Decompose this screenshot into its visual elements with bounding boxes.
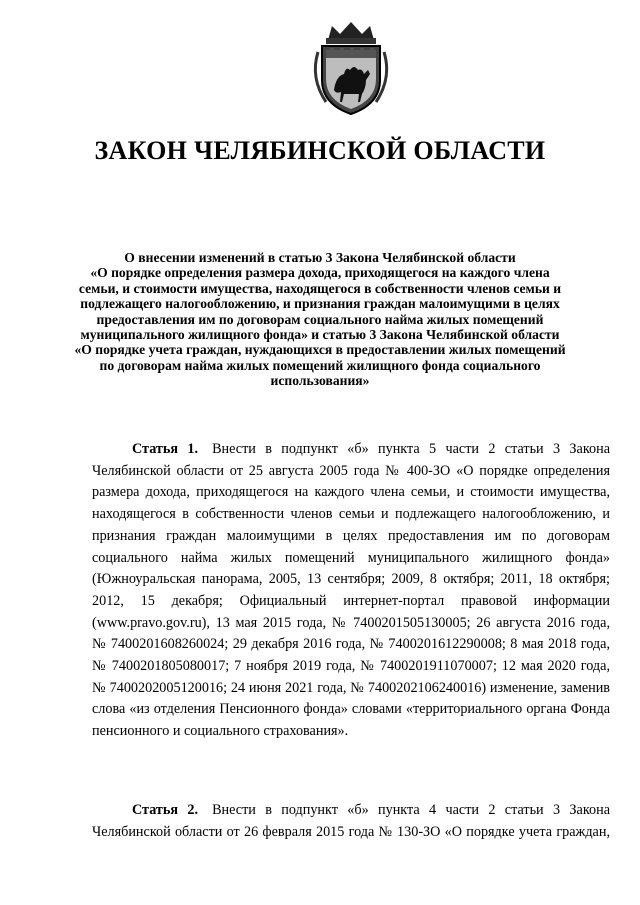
paragraph-line: слова «из отделения Пенсионного фонда» словами «территориального органа Фонда — [92, 701, 610, 718]
subtitle-line: подлежащего налогообложению, и признания граждан малоимущими в целях — [80, 296, 560, 312]
subtitle-line: муниципального жилищного фонда» и статью 3 Закона Челябинской области — [80, 327, 560, 343]
subtitle-line: «О порядке определения размера дохода, приходящегося на каждого члена — [90, 265, 550, 281]
paragraph-line: признания граждан малоимущими в целях предоставления им по договорам — [92, 527, 610, 544]
article-1-paragraph — [92, 439, 610, 743]
subtitle-line: О внесении изменений в статью 3 Закона Челябинской области — [124, 250, 516, 265]
paragraph-line: (www.pravo.gov.ru), 13 мая 2015 года, № 7400201505130005; 26 августа 2016 года, — [92, 614, 610, 631]
article-2-label: Статья 2. — [132, 802, 199, 818]
chelyabinsk-coat-of-arms-icon — [296, 18, 406, 118]
paragraph-line: социального найма жилых помещений муниципального жилищного фонда» — [92, 549, 610, 566]
article-2-paragraph — [92, 800, 610, 843]
paragraph-line: размера дохода, приходящегося на каждого члена семьи, и стоимости имущества, — [92, 484, 610, 501]
paragraph-line: 2012, 15 декабря; Официальный интернет-портал правовой информации — [92, 592, 610, 609]
subtitle-line: по договорам найма жилых помещений жилищного фонда социального — [99, 357, 541, 373]
subtitle-line: «О порядке учета граждан, нуждающихся в предоставлении жилых помещений — [74, 342, 566, 358]
subtitle-line: использования» — [270, 373, 370, 389]
paragraph-line-text: Внести в подпункт «б» пункта 4 части 2 статьи 3 Закона — [212, 802, 610, 818]
paragraph-line-text: Внести в подпункт «б» пункта 5 части 2 статьи 3 Закона — [212, 441, 610, 457]
paragraph-line: находящегося в собственности членов семьи и подлежащего налогообложению, и — [92, 506, 610, 523]
article-1-label: Статья 1. — [132, 441, 199, 457]
paragraph-line: № 7400201805080017; 7 ноября 2019 года, № 7400201911070007; 12 мая 2020 года, — [92, 658, 610, 675]
subtitle-line: семьи, и стоимости имущества, находящегося в собственности членов семьи и — [78, 280, 562, 296]
paragraph-line: Челябинской области от 26 февраля 2015 года № 130-ЗО «О порядке учета граждан, — [92, 823, 610, 840]
paragraph-line: № 7400201608260024; 29 декабря 2016 года, № 7400201612290008; 8 мая 2018 года, — [92, 636, 610, 653]
paragraph-line — [92, 439, 610, 461]
subtitle-line: предоставления им по договорам социального найма жилых помещений — [96, 311, 544, 327]
paragraph-line: пенсионного и социального страхования». — [92, 723, 349, 740]
paragraph-line: Челябинской области от 25 августа 2005 года № 400-ЗО «О порядке определения — [92, 462, 610, 479]
paragraph-line — [92, 800, 610, 822]
paragraph-line: (Южноуральская панорама, 2005, 13 сентября; 2009, 8 октября; 2011, 18 октября; — [92, 571, 610, 588]
paragraph-line: № 7400202005120016; 24 июня 2021 года, № 7400202106240016) изменение, заменив — [92, 679, 610, 696]
law-title: ЗАКОН ЧЕЛЯБИНСКОЙ ОБЛАСТИ — [94, 136, 546, 165]
law-subtitle — [70, 250, 570, 389]
